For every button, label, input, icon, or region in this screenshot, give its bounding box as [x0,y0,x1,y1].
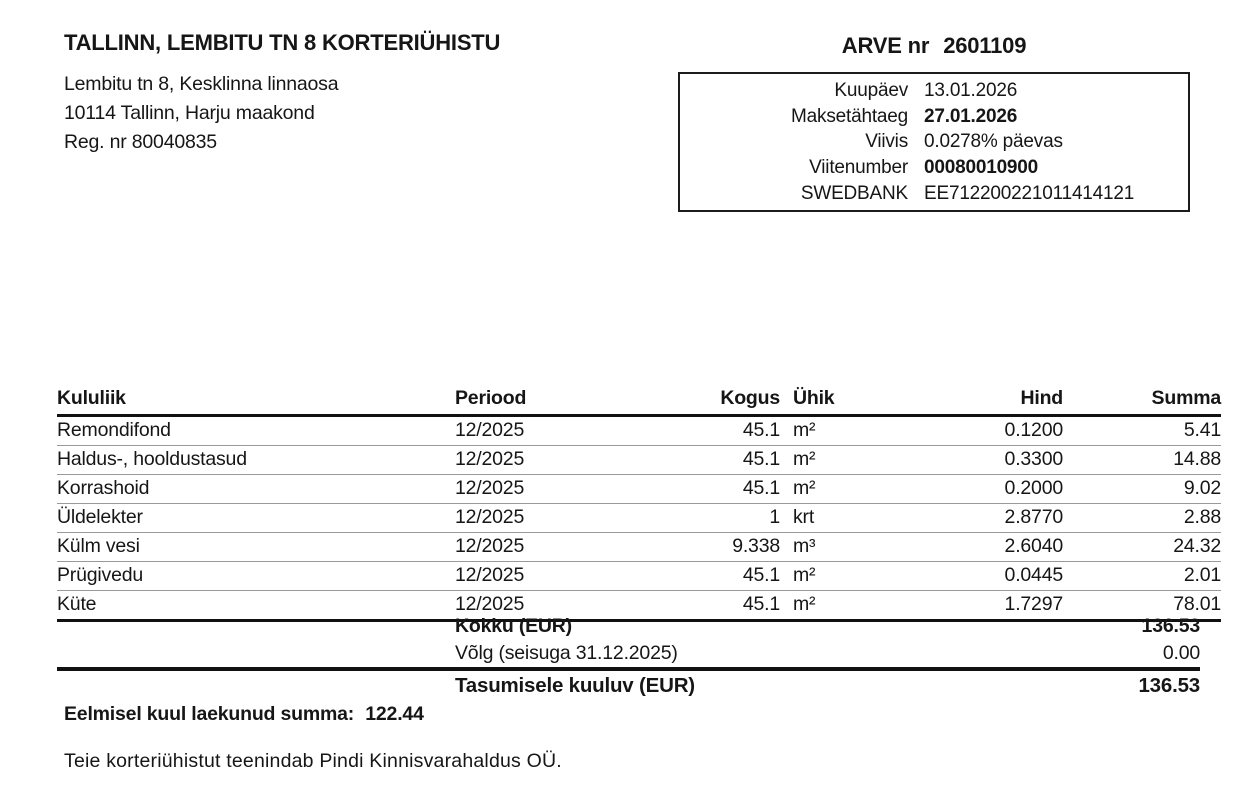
invoice-detail-label: Kuupäev [834,79,908,101]
previous-payment-note [64,703,424,726]
table-cell: 45.1 [690,416,780,446]
table-cell: 2.8770 [893,504,1063,533]
seller-block [64,30,500,157]
invoice-details-box [678,72,1190,212]
invoice-detail-value: 00080010900 [924,157,1039,179]
table-cell: Korrashoid [57,475,447,504]
total-value: 0.00 [1162,642,1200,664]
table-cell: Remondifond [57,416,447,446]
table-cell: Küte [57,591,447,621]
total-value: 136.53 [1141,615,1200,637]
table-cell: 12/2025 [447,562,690,591]
invoice-detail-label: Viitenumber [809,157,908,179]
total-row [57,613,1200,640]
table-cell: 0.1200 [893,416,1063,446]
seller-name: TALLINN, LEMBITU TN 8 KORTERIÜHISTU [64,30,501,55]
total-row [57,640,1200,667]
table-cell: 45.1 [690,562,780,591]
invoice-detail-value: 27.01.2026 [924,105,1018,127]
table-cell: 45.1 [690,591,780,621]
invoice-detail-row [680,78,1176,103]
table-cell: 12/2025 [447,533,690,562]
amount-due-value: 136.53 [1138,674,1200,697]
table-cell: m² [780,562,893,591]
invoice-title-label: ARVE nr [841,33,930,58]
table-row [57,446,1221,475]
table-cell: 2.6040 [893,533,1063,562]
table-cell: Haldus-, hooldustasud [57,446,447,475]
service-provider-note: Teie korteriühistut teenindab Pindi Kinnisvarahaldus OÜ. [64,750,562,772]
table-cell: 12/2025 [447,591,690,621]
table-cell: m² [780,475,893,504]
table-cell: 14.88 [1063,446,1221,475]
table-cell: 0.0445 [893,562,1063,591]
table-row [57,562,1221,591]
table-cell: Üldelekter [57,504,447,533]
table-row [57,416,1221,446]
amount-due-row [57,674,1200,698]
table-cell: 24.32 [1063,533,1221,562]
table-cell: 9.338 [690,533,780,562]
table-cell: 12/2025 [447,504,690,533]
table-cell: 1.7297 [893,591,1063,621]
previous-payment-label: Eelmisel kuul laekunud summa: [64,703,355,725]
table-cell: 0.2000 [893,475,1063,504]
table-row [57,533,1221,562]
invoice-detail-value: 0.0278% päevas [924,131,1063,153]
totals-block [57,613,1200,667]
table-cell: 2.01 [1063,562,1221,591]
column-header-summa: Summa [1063,386,1221,416]
table-cell: 2.88 [1063,504,1221,533]
invoice-detail-row [680,129,1176,154]
table-cell: m² [780,591,893,621]
table-cell: 12/2025 [447,416,690,446]
table-cell: 12/2025 [447,446,690,475]
table-cell: 9.02 [1063,475,1221,504]
invoice-detail-value: 13.01.2026 [924,79,1018,101]
invoice-detail-label: Viivis [865,131,908,153]
invoice-detail-value: EE712200221011414121 [924,183,1135,205]
total-label: Kokku (EUR) [455,615,572,637]
table-row [57,504,1221,533]
seller-reg-number: Reg. nr 80040835 [64,131,217,153]
table-cell: 45.1 [690,475,780,504]
table-cell: m² [780,416,893,446]
table-cell: m² [780,446,893,475]
invoice-detail-row [680,104,1176,129]
column-header-hind: Hind [893,386,1063,416]
table-cell: krt [780,504,893,533]
table-header-row [57,386,1221,416]
column-header-periood: Periood [447,386,690,416]
table-cell: 1 [690,504,780,533]
divider-rule [57,667,1200,671]
column-header-kululiik: Kululiik [57,386,447,416]
previous-payment-value: 122.44 [365,703,424,725]
column-header-uhik: Ühik [780,386,893,416]
seller-address-line2: 10114 Tallinn, Harju maakond [64,102,315,124]
total-label: Võlg (seisuga 31.12.2025) [455,642,678,664]
amount-due-label: Tasumisele kuuluv (EUR) [455,674,695,697]
table-cell: m³ [780,533,893,562]
table-cell: 12/2025 [447,475,690,504]
invoice-detail-label: SWEDBANK [800,183,908,205]
table-row [57,475,1221,504]
table-cell: Külm vesi [57,533,447,562]
column-header-kogus: Kogus [690,386,780,416]
invoice-detail-row [680,155,1176,180]
charges-table [57,386,1221,622]
invoice-detail-row [680,181,1176,206]
table-cell: 45.1 [690,446,780,475]
invoice-detail-label: Maksetähtaeg [791,105,908,127]
invoice-title [678,33,1190,59]
invoice-number: 2601109 [943,33,1027,58]
table-cell: 0.3300 [893,446,1063,475]
table-cell: 5.41 [1063,416,1221,446]
table-cell: Prügivedu [57,562,447,591]
table-cell: 78.01 [1063,591,1221,621]
seller-address-line1: Lembitu tn 8, Kesklinna linnaosa [64,73,339,95]
